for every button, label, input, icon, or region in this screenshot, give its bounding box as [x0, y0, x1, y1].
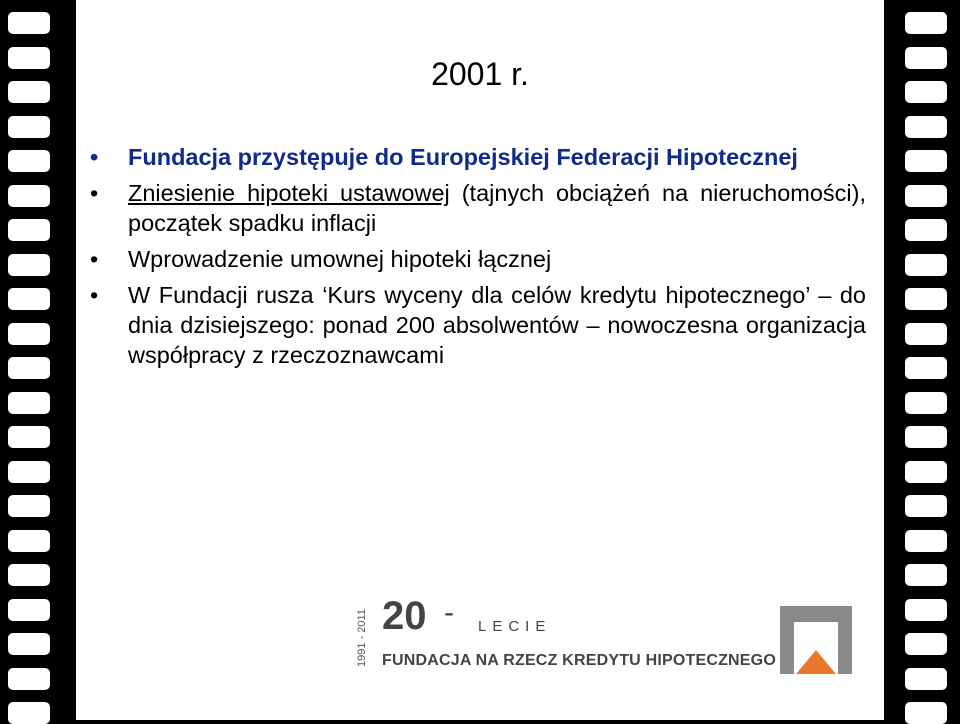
perforation-hole: [905, 12, 947, 34]
bullet-item: [90, 142, 866, 172]
perforation-hole: [8, 219, 50, 241]
perforation-hole: [905, 668, 947, 690]
perforation-hole: [905, 461, 947, 483]
perforation-hole: [905, 495, 947, 517]
anniversary-logo: [352, 594, 852, 684]
bullet-text: Wprowadzenie umownej hipoteki łącznej: [128, 246, 552, 272]
bullet-underlined-text: Zniesienie hipoteki ustawowej: [128, 180, 450, 206]
perforation-hole: [8, 185, 50, 207]
logo-foundation-name: FUNDACJA NA RZECZ KREDYTU HIPOTECZNEGO: [382, 652, 776, 669]
slide-title: 2001 r.: [431, 56, 529, 92]
perforation-hole: [8, 288, 50, 310]
bullet-item: [90, 244, 866, 274]
perforation-hole: [8, 426, 50, 448]
logo-years-text: 1991 - 2011: [356, 609, 368, 667]
perforation-hole: [905, 599, 947, 621]
bullet-text: (tajnych obciążeń na nieruchomości), początek spadku inflacji: [128, 180, 866, 236]
perforation-hole: [8, 323, 50, 345]
perforation-hole: [8, 599, 50, 621]
perforation-hole: [8, 81, 50, 103]
bullet-marker: •: [90, 144, 99, 170]
logo-years: [352, 598, 372, 678]
perforation-hole: [8, 530, 50, 552]
bullet-item: [90, 178, 866, 238]
bullet-marker: •: [90, 180, 99, 206]
perforation-hole: [8, 633, 50, 655]
perforation-hole: [905, 219, 947, 241]
film-perforation-right: [905, 0, 947, 720]
perforation-hole: [8, 47, 50, 69]
perforation-hole: [905, 357, 947, 379]
perforation-hole: [8, 461, 50, 483]
logo-dash: -: [444, 596, 454, 629]
perforation-hole: [8, 150, 50, 172]
perforation-hole: [905, 633, 947, 655]
perforation-hole: [8, 12, 50, 34]
perforation-hole: [8, 495, 50, 517]
logo-number: 20: [382, 594, 427, 638]
perforation-hole: [8, 392, 50, 414]
perforation-hole: [905, 116, 947, 138]
logo-word: LECIE: [478, 618, 552, 635]
perforation-hole: [8, 357, 50, 379]
bullet-text: Fundacja przystępuje do Europejskiej Federacji Hipotecznej: [128, 144, 798, 170]
foundation-logo-icon: [780, 606, 852, 674]
bullet-marker: •: [90, 246, 99, 272]
bullet-list: [90, 142, 866, 376]
perforation-hole: [8, 116, 50, 138]
perforation-hole: [8, 668, 50, 690]
bullet-marker: •: [90, 282, 99, 308]
perforation-hole: [905, 702, 947, 724]
slide: [76, 0, 884, 720]
perforation-hole: [905, 426, 947, 448]
bullet-item: [90, 280, 866, 370]
perforation-hole: [8, 702, 50, 724]
perforation-hole: [905, 185, 947, 207]
perforation-hole: [905, 81, 947, 103]
perforation-hole: [905, 564, 947, 586]
perforation-hole: [905, 392, 947, 414]
perforation-hole: [905, 323, 947, 345]
bullet-text: W Fundacji rusza ‘Kurs wyceny dla celów kredytu hipotecznego’ – do dnia dzisiejszego: ponad 200 absolwentów – nowoczesna organizacja współpracy z rzeczoznawcami: [128, 282, 866, 368]
perforation-hole: [905, 47, 947, 69]
perforation-hole: [8, 254, 50, 276]
perforation-hole: [905, 150, 947, 172]
perforation-hole: [905, 530, 947, 552]
perforation-hole: [905, 288, 947, 310]
perforation-hole: [8, 564, 50, 586]
perforation-hole: [905, 254, 947, 276]
film-perforation-left: [8, 0, 50, 720]
